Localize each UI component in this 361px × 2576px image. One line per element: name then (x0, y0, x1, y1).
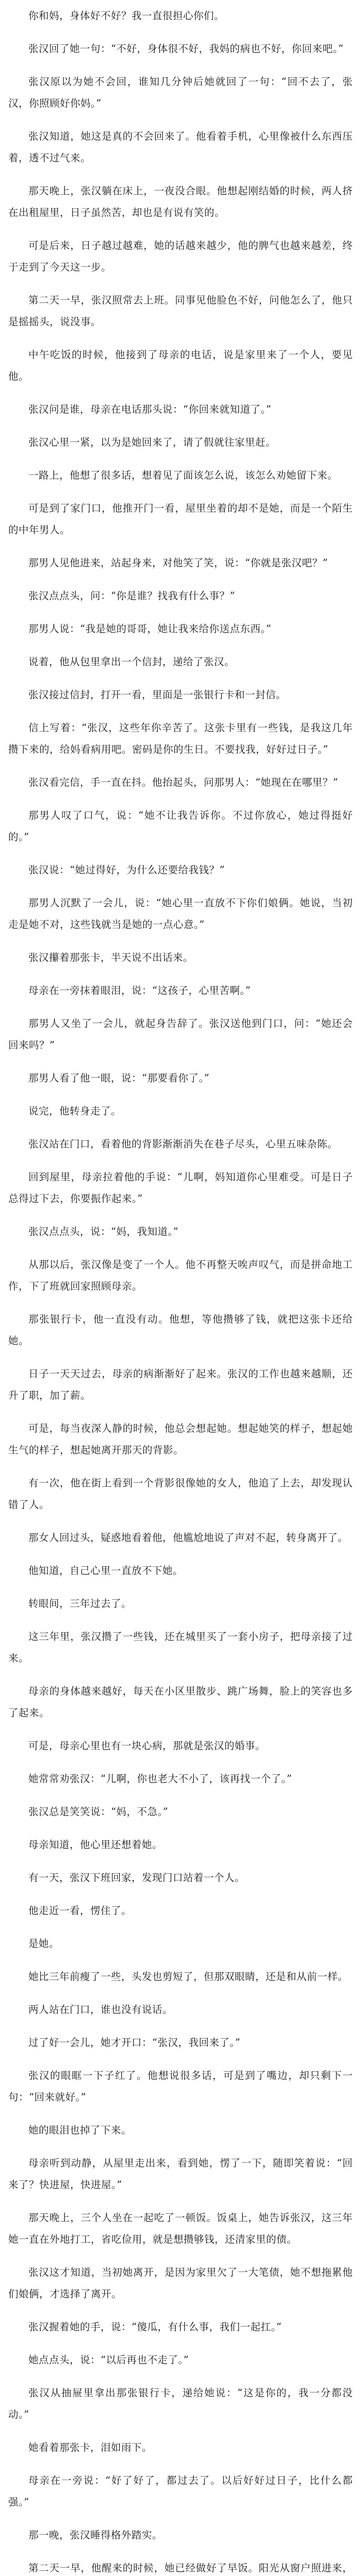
story-paragraph: 你和妈，身体好不好？我一直很担心你们。 (28, 10, 225, 22)
story-paragraph: 母亲在一旁抹着眼泪，说：“这孩子，心里苦啊。” (28, 985, 251, 996)
story-paragraph: 她看着那张卡，泪如雨下。 (28, 2442, 153, 2453)
story-paragraph: 是她。 (28, 1938, 60, 1950)
story-paragraph: 一路上，他想了很多话，想着见了面该怎么说，该怎么劝她留下来。 (28, 469, 338, 481)
story-paragraph: 母亲的身体越来越好，每天在小区里散步、跳广场舞，脸上的笑容也多了起来。 (8, 1685, 353, 1719)
story-paragraph: 她常常劝张汉：“儿啊，你也老大不小了，该再找一个了。” (28, 1773, 292, 1785)
story-paragraph: 有一天，张汉下班回家，发现门口站着一个人。 (28, 1872, 245, 1884)
story-paragraph: 那天晚上，三个人坐在一起吃了一顿饭。饭桌上，她告诉张汉，这三年她一直在外地打工，省吃俭用，就是想攒够钱，还清家里的债。 (8, 2212, 353, 2245)
story-paragraph: 转眼间，三年过去了。 (28, 1598, 132, 1609)
story-paragraph: 那男人又坐了一会儿，就起身告辞了。张汉送他到门口，问：“她还会回来吗？” (8, 1018, 353, 1051)
story-paragraph: 第二天一早，他醒来的时候，她已经做好了早饭。阳光从窗户照进来， (28, 2562, 353, 2574)
story-paragraph: 说着，他从包里拿出一个信封，递给了张汉。 (28, 656, 235, 668)
story-paragraph: 母亲听到动静，从屋里走出来，看到她，愣了一下，随即笑着说：“回来了？快进屋，快进屋。” (8, 2157, 353, 2191)
story-paragraph: 张汉点点头，问：“你是谁？找我有什么事？” (28, 590, 235, 602)
story-paragraph: 可是到了家门口，他推开门一看，屋里坐着的却不是她，而是一个陌生的中年男人。 (8, 502, 353, 536)
story-paragraph: 张汉站在门口，看着他的背影渐渐消失在巷子尽头，心里五味杂陈。 (28, 1138, 338, 1150)
story-paragraph: 张汉接过信封，打开一看，里面是一张银行卡和一封信。 (28, 689, 287, 701)
story-paragraph: 张汉攥着那张卡，半天说不出话来。 (28, 952, 194, 963)
story-paragraph: 他知道，自己心里一直放不下她。 (28, 1565, 184, 1577)
story-paragraph: 那张银行卡，他一直没有动。他想，等他攒够了钱，就把这张卡还给她。 (8, 1313, 353, 1347)
story-paragraph: 张汉说：“她过得好，为什么还要给我钱？” (28, 864, 225, 876)
story-paragraph: 张汉握着她的手，说：“傻瓜，有什么事，我们一起扛。” (28, 2321, 282, 2333)
story-paragraph: 那天晚上，张汉躺在床上，一夜没合眼。他想起刚结婚的时候，两人挤在出租屋里，日子虽然苦，却也是有说有笑的。 (8, 185, 353, 218)
story-paragraph: 那女人回过头，疑惑地看着他，他尴尬地说了声对不起，转身离开了。 (28, 1532, 349, 1544)
story-paragraph: 母亲在一旁说：“好了好了，都过去了。以后好好过日子，比什么都强。” (8, 2475, 353, 2508)
story-paragraph: 日子一天天过去，母亲的病渐渐好了起来。张汉的工作也越来越顺，还升了职，加了薪。 (8, 1368, 353, 1401)
story-paragraph: 张汉问是谁，母亲在电话那头说：“你回来就知道了。” (28, 403, 272, 415)
story-paragraph: 张汉心里一紧，以为是她回来了，请了假就往家里赶。 (28, 436, 276, 448)
story-paragraph: 张汉回了她一句：“不好，身体很不好，我妈的病也不好，你回来吧。” (28, 43, 344, 55)
story-paragraph: 那男人看了他一眼，说：“那要看你了。” (28, 1072, 210, 1084)
story-paragraph: 可是，每当夜深人静的时候，他总会想起她。想起她笑的样子，想起她生气的样子，想起她离开那天的背影。 (8, 1422, 353, 1456)
story-paragraph: 她点点头，说：“以后再也不走了。” (28, 2354, 189, 2366)
story-paragraph: 可是，母亲心里也有一块心病，那就是张汉的婚事。 (28, 1740, 266, 1752)
story-paragraph: 两人站在门口，谁也没有说话。 (28, 2004, 173, 2015)
story-paragraph: 张汉从抽屉里拿出那张银行卡，递给她说：“这是你的，我一分都没动。” (8, 2387, 353, 2420)
story-paragraph: 中午吃饭的时候，他接到了母亲的电话，说是家里来了一个人，要见他。 (8, 349, 353, 382)
story-paragraph: 那男人叹了口气，说：“她不让我告诉你。不过你放心，她过得挺好的。” (8, 809, 353, 843)
story-paragraph: 从那以后，张汉像是变了一个人。他不再整天唉声叹气，而是拼命地工作，下了班就回家照顾母亲。 (8, 1259, 353, 1292)
story-paragraph: 这三年里，张汉攒了一些钱，还在城里买了一套小房子，把母亲接了过来。 (8, 1631, 353, 1664)
story-paragraph: 那男人见他进来，站起身来，对他笑了笑，说：“你就是张汉吧？” (28, 557, 328, 569)
story-paragraph: 回到屋里，母亲拉着他的手说：“儿啊，妈知道你心里难受。可是日子总得过下去，你要振作起来。” (8, 1171, 353, 1205)
story-paragraph: 第二天一早，张汉照常去上班。同事见他脸色不好，问他怎么了，他只是摇摇头，说没事。 (8, 294, 353, 328)
story-paragraph: 张汉这才知道，当初她离开，是因为家里欠了一大笔债，她不想拖累他们娘俩，才选择了离开。 (8, 2266, 353, 2300)
story-paragraph: 那男人说：“我是她的哥哥，她让我来给你送点东西。” (28, 623, 272, 635)
story-paragraph: 有一次，他在街上看到一个背影很像她的女人，他追了上去，却发现认错了人。 (8, 1477, 353, 1511)
story-paragraph: 张汉原以为她不会回，谁知几分钟后她就回了一句：“回不去了，张汉，你照顾好你妈。” (8, 76, 353, 109)
story-paragraph: 张汉点点头，说：“妈，我知道。” (28, 1226, 179, 1238)
story-paragraph: 说完，他转身走了。 (28, 1105, 122, 1117)
story-paragraph: 可是后来，日子越过越难，她的话越来越少，他的脾气也越来越差，终于走到了今天这一步。 (8, 240, 353, 273)
story-body (8, 5, 353, 2576)
story-paragraph: 张汉总是笑笑说：“妈，不急。” (28, 1806, 169, 1818)
story-paragraph: 她比三年前瘦了一些，头发也剪短了，但那双眼睛，还是和从前一样。 (28, 1971, 349, 1982)
story-paragraph: 母亲知道，他心里还想着她。 (28, 1839, 163, 1851)
story-paragraph: 张汉看完信，手一直在抖。他抬起头，问那男人：“她现在在哪里？” (28, 776, 338, 788)
story-paragraph: 那一晚，张汉睡得格外踏实。 (28, 2529, 163, 2541)
story-paragraph: 那男人沉默了一会儿，说：“她心里一直放不下你们娘俩。她说，当初走是她不对，这些钱就当是她的一点心意。” (8, 897, 353, 930)
story-paragraph: 她的眼泪也掉了下来。 (28, 2124, 132, 2136)
story-paragraph: 张汉知道，她这是真的不会回来了。他看着手机，心里像被什么东西压着，透不过气来。 (8, 130, 353, 164)
story-paragraph: 信上写着：“张汉，这些年你辛苦了。这张卡里有一些钱，是我这几年攒下来的，给妈看病用吧。密码是你的生日。不要找我，好好过日子。” (8, 722, 353, 755)
story-paragraph: 他走近一看，愣住了。 (28, 1905, 132, 1917)
story-paragraph: 张汉的眼眶一下子红了。他想说很多话，可是到了嘴边，却只剩下一句：“回来就好。” (8, 2070, 353, 2103)
story-paragraph: 过了好一会儿，她才开口：“张汉，我回来了。” (28, 2037, 241, 2048)
